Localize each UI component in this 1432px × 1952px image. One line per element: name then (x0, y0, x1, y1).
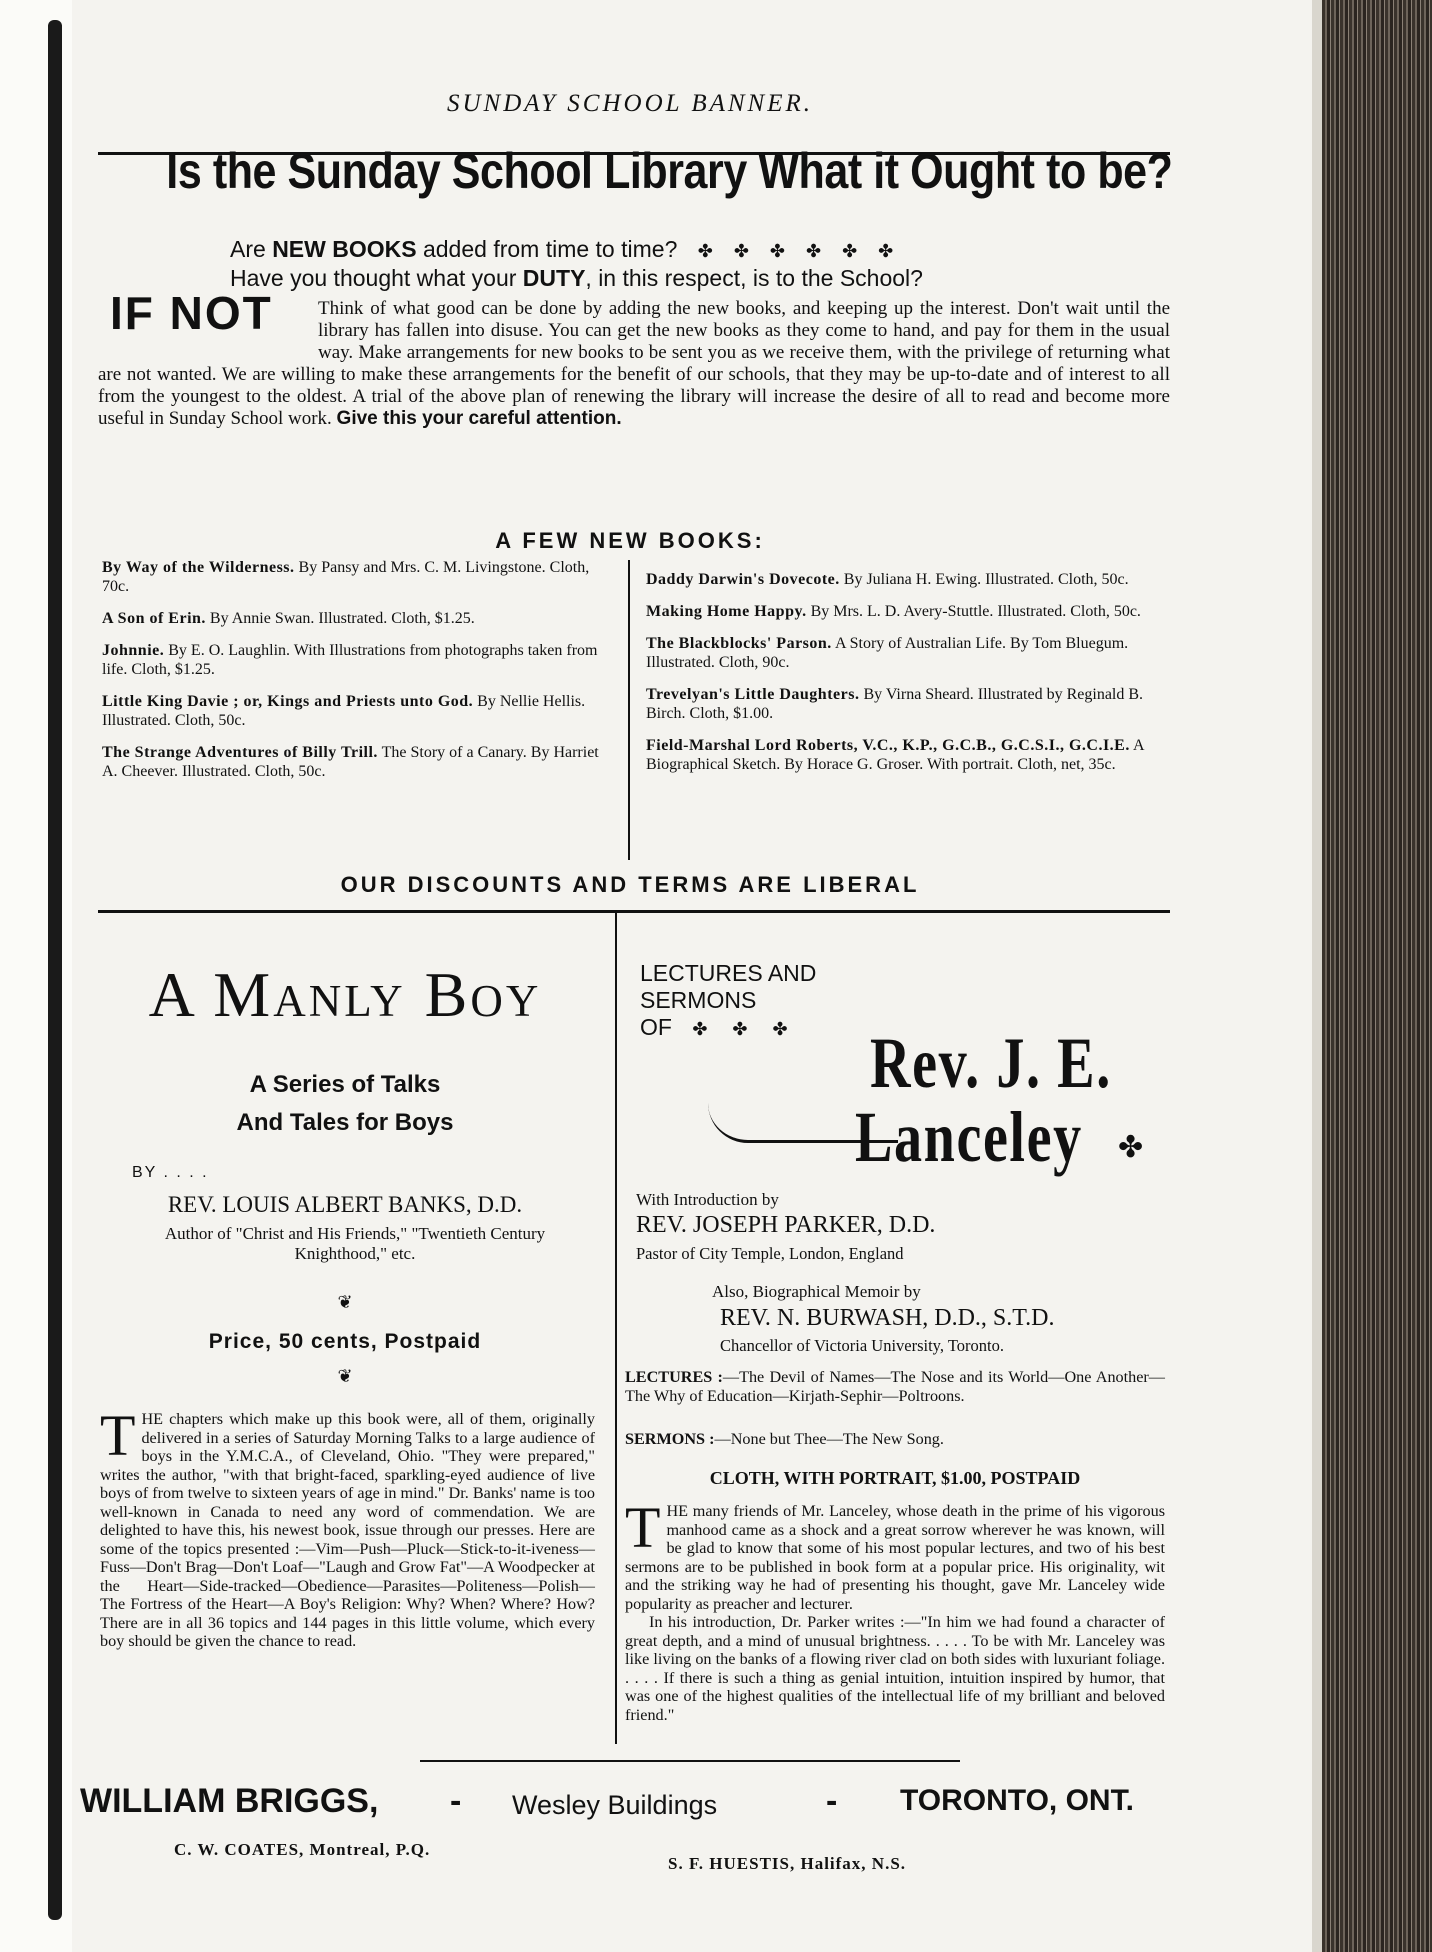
book-entry: A Son of Erin. By Annie Swan. Illustrated. Cloth, $1.25. (102, 610, 475, 627)
sermons-list: SERMONS :—None but Thee—The New Song. (625, 1430, 944, 1448)
footer-rule (420, 1760, 960, 1762)
ornament-icons: ✤ ✤ ✤ ✤ ✤ ✤ (697, 241, 902, 261)
book-entry: Daddy Darwin's Dovecote. By Juliana H. Ewing. Illustrated. Cloth, 50c. (646, 571, 1129, 588)
parker-role: Pastor of City Temple, London, England (636, 1244, 904, 1263)
rev-lanceley-name-line2: Lanceley (855, 1097, 1083, 1177)
middle-rule (98, 910, 1170, 913)
book-entry: The Blackblocks' Parson. A Story of Australian Life. By Tom Bluegum. Illustrated. Cloth, 90c. (646, 635, 1129, 671)
intro-paragraph: Think of what good can be done by adding the new books, and keeping up the interest. Don't wait until the library has fallen into disuse. You can get the new books as they come to hand, and pay for them in the usual way. Make arrangements for new books to be sent you as we receive them, with the privilege of returning what are not wanted. We are willing to make these arrangements for the benefit of our schools, that they may be up-to-date and of interest to all from the youngest to the oldest. A trial of the above plan of renewing the library will increase the desire of all to read and become more useful in Sunday School work. Give this your careful attention. (98, 298, 1170, 429)
manly-boy-title: A Manly Boy (148, 959, 542, 1030)
book-page-edges (1322, 0, 1432, 1952)
author-name: REV. LOUIS ALBERT BANKS, D.D. (167, 1192, 523, 1217)
books-right-column (646, 570, 1168, 774)
lectures-list: LECTURES :—The Devil of Names—The Nose and its World—One Another—The Why of Education—Kirjath-Sephir—Poltroons. (625, 1368, 1165, 1405)
question-duty: Have you thought what your DUTY, in this respect, is to the School? (230, 265, 923, 291)
ornament-icons: ✤ ✤ ✤ (692, 1019, 798, 1039)
intro-by-label: With Introduction by (636, 1190, 779, 1209)
manly-price: Price, 50 cents, Postpaid (208, 1330, 482, 1353)
book-entry: Field-Marshal Lord Roberts, V.C., K.P., G.C.B., G.C.S.I., G.C.I.E. A Biographical Sketch. By Horace G. Groser. With portrait. Cloth, net, 35c. (646, 737, 1144, 773)
montreal-agent: C. W. COATES, Montreal, P.Q. (174, 1840, 431, 1859)
by-label: BY . . . . (132, 1164, 209, 1181)
if-not-heading: IF NOT (110, 287, 273, 339)
lower-divider (615, 912, 617, 1744)
ornament-icon: ✤ (1118, 1131, 1144, 1164)
book-entry: By Way of the Wilderness. By Pansy and Mrs. C. M. Livingstone. Cloth, 70c. (102, 559, 590, 595)
advert-page (80, 60, 1180, 1920)
burwash-role: Chancellor of Victoria University, Toronto. (720, 1336, 1004, 1355)
lanceley-price: CLOTH, WITH PORTRAIT, $1.00, POSTPAID (709, 1468, 1081, 1488)
footer-dash: - (826, 1782, 838, 1820)
publisher-name: WILLIAM BRIGGS, (80, 1782, 379, 1820)
lanceley-body: THE many friends of Mr. Lanceley, whose death in the prime of his vigorous manhood came as a shock and a great sorrow wherever he was known, will be glad to know that some of his most popular lectures, and two of his best sermons are to be published in book form at a popular price. His originality, wit and the striking way he had of presenting his thought, gave Mr. Lanceley wide popularity as preacher and lecturer. In his introduction, Dr. Parker writes :—"In him we had found a character of great depth, and a mind of unusual brightness. . . . . To be with Mr. Lanceley was like living on the banks of a flowing river clad on both sides with luxuriant foliage. . . . . If there is such a thing as genial intuition, intuition inspired by humor, that was one of the highest qualities of the intellectual life of my brilliant and beloved friend." (625, 1495, 1165, 1724)
drop-cap: T (625, 1495, 661, 1560)
book-entry: Trevelyan's Little Daughters. By Virna Sheard. Illustrated by Reginald B. Birch. Cloth, $1.00. (646, 686, 1144, 722)
publisher-city: TORONTO, ONT. (900, 1784, 1134, 1817)
burwash-name: REV. N. BURWASH, D.D., S.T.D. (720, 1305, 1055, 1331)
headline: Is the Sunday School Library What it Ought to be? (166, 143, 1173, 199)
rev-lanceley-name-line1: Rev. J. E. (870, 1023, 1112, 1103)
publisher-address: Wesley Buildings (512, 1790, 718, 1820)
parker-name: REV. JOSEPH PARKER, D.D. (636, 1212, 936, 1238)
book-spine (48, 20, 62, 1920)
running-head: SUNDAY SCHOOL BANNER. (446, 90, 814, 117)
ornament-icon: ❦ (337, 1292, 353, 1312)
book-entry: The Strange Adventures of Billy Trill. The Story of a Canary. By Harriet A. Cheever. Illustrated. Cloth, 50c. (102, 744, 599, 780)
manly-boy-body: THE chapters which make up this book were, all of them, originally delivered in a series of Saturday Morning Talks to a large audience of boys in the Y.M.C.A., of Cleveland, Ohio. "They were prepared," writes the author, "with that bright-faced, sparkling-eyed audience of live boys of from twelve to sixteen years of age in mind." Dr. Banks' name is too well-known in Canada to need any word of commendation. We are delighted to have this, his newest book, issue through our presses. Here are some of the topics presented :—Vim—Push—Pluck—Stick-to-it-iveness—Fuss—Don't Brag—Don't Loaf—"Laugh and Grow Fat"—A Woodpecker at the Heart—Side-tracked—Obedience—Parasites—Politeness—Polish—The Fortress of the Heart—A Boy's Religion: Why? When? Where? How? There are in all 36 topics and 144 pages in this little volume, which every boy should be given the chance to read. (100, 1403, 595, 1650)
book-entry: Little King Davie ; or, Kings and Priests unto God. By Nellie Hellis. Illustrated. Cloth, 50c. (102, 693, 586, 729)
memoir-by-label: Also, Biographical Memoir by (712, 1282, 921, 1301)
author-credits: Author of "Christ and His Friends," "Twentieth Century Knighthood," etc. (164, 1224, 546, 1263)
lectures-sermons-heading: LECTURES AND SERMONS OF ✤ ✤ ✤ (640, 960, 817, 1040)
book-entry: Johnnie. By E. O. Laughlin. With Illustrations from photographs taken from life. Cloth, $1.25. (102, 642, 598, 678)
question-new-books: Are NEW BOOKS added from time to time? ✤ ✤ ✤ ✤ ✤ ✤ (230, 236, 902, 262)
footer-dash: - (450, 1782, 462, 1820)
books-divider (628, 560, 630, 860)
discounts-line: OUR DISCOUNTS AND TERMS ARE LIBERAL (340, 872, 920, 897)
manly-boy-subtitle: A Series of Talks And Tales for Boys (236, 1071, 454, 1136)
page-edge (1312, 0, 1322, 1952)
drop-cap: T (100, 1403, 136, 1468)
halifax-agent: S. F. HUESTIS, Halifax, N.S. (668, 1854, 907, 1873)
few-new-books-heading: A FEW NEW BOOKS: (495, 528, 765, 553)
intro-closing: Give this your careful attention. (336, 408, 622, 429)
ornament-icon: ❦ (337, 1366, 353, 1386)
books-left-column (102, 558, 602, 781)
book-entry: Making Home Happy. By Mrs. L. D. Avery-Stuttle. Illustrated. Cloth, 50c. (646, 603, 1141, 620)
